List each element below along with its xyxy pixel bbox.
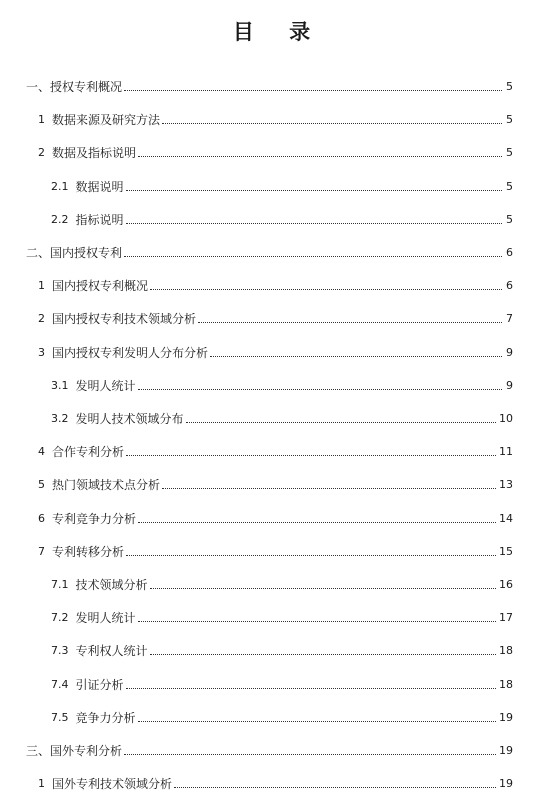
toc-entry-number: 2 bbox=[38, 146, 52, 160]
toc-entry-number: 一、 bbox=[26, 80, 51, 94]
toc-entry-title: 数据及指标说明 bbox=[52, 146, 137, 161]
toc-entry-title: 国内授权专利概况 bbox=[52, 279, 149, 294]
toc-entry-number: 2.1 bbox=[51, 179, 76, 193]
toc-entry-page-number: 14 bbox=[499, 511, 513, 525]
toc-entry[interactable] bbox=[51, 208, 513, 228]
toc-entry[interactable] bbox=[38, 440, 513, 460]
toc-entry-page-number: 6 bbox=[506, 246, 513, 259]
toc-entry[interactable] bbox=[51, 606, 513, 626]
toc-entry-title: 专利转移分析 bbox=[52, 544, 125, 559]
toc-entry-page-number: 19 bbox=[499, 744, 513, 757]
toc-entry-title: 竞争力分析 bbox=[75, 710, 136, 725]
toc-entry[interactable] bbox=[38, 507, 513, 527]
toc-entry-page-number: 18 bbox=[499, 677, 513, 691]
toc-dot-leader bbox=[126, 454, 496, 456]
toc-entry[interactable] bbox=[38, 141, 513, 161]
toc-entry-page-number: 5 bbox=[506, 179, 513, 193]
toc-entry-number: 二、 bbox=[26, 246, 51, 260]
toc-entry-page-number: 7 bbox=[506, 312, 513, 326]
toc-dot-leader bbox=[138, 388, 502, 390]
toc-entry-number: 三、 bbox=[26, 744, 51, 758]
toc-entry-number: 7.2 bbox=[51, 611, 76, 625]
toc-dot-leader bbox=[138, 720, 496, 722]
toc-dot-leader bbox=[210, 355, 502, 357]
toc-entry[interactable] bbox=[26, 75, 513, 95]
toc-entry-title: 技术领域分析 bbox=[75, 578, 148, 592]
toc-entry-number: 7.3 bbox=[51, 644, 76, 658]
toc-entry[interactable] bbox=[51, 374, 513, 394]
toc-entry-number: 3 bbox=[38, 345, 52, 359]
toc-entry[interactable] bbox=[38, 540, 513, 560]
toc-entry-number: 3.2 bbox=[51, 412, 76, 425]
toc-dot-leader bbox=[124, 255, 502, 257]
toc-entry-title: 指标说明 bbox=[75, 212, 124, 227]
toc-entry-page-number: 9 bbox=[506, 378, 513, 392]
toc-entry-title: 数据来源及研究方法 bbox=[52, 113, 161, 128]
page-title: 目 录 bbox=[232, 20, 325, 44]
toc-entry-page-number: 9 bbox=[506, 345, 513, 359]
toc-entry[interactable] bbox=[51, 706, 513, 726]
toc-entry-page-number: 16 bbox=[499, 578, 513, 591]
toc-entry-title: 国内授权专利发明人分布分析 bbox=[52, 345, 209, 360]
toc-entry-page-number: 10 bbox=[499, 412, 513, 425]
toc-dot-leader bbox=[126, 687, 496, 689]
toc-entry-page-number: 19 bbox=[499, 710, 513, 724]
toc-entry[interactable] bbox=[38, 108, 513, 128]
toc-dot-leader bbox=[186, 421, 496, 423]
toc-entry-title: 发明人统计 bbox=[75, 378, 136, 393]
toc-dot-leader bbox=[126, 189, 502, 191]
toc-dot-leader bbox=[150, 653, 496, 655]
toc-entry-number: 7.1 bbox=[51, 578, 76, 591]
toc-entry-page-number: 17 bbox=[499, 611, 513, 625]
toc-entry-title: 发明人统计 bbox=[75, 611, 136, 626]
toc-entry-title: 专利竞争力分析 bbox=[52, 511, 137, 526]
toc-dot-leader bbox=[138, 521, 496, 523]
toc-entry[interactable] bbox=[38, 307, 513, 327]
toc-dot-leader bbox=[162, 487, 496, 489]
toc-entry[interactable] bbox=[51, 673, 513, 693]
toc-dot-leader bbox=[124, 753, 496, 755]
toc-dot-leader bbox=[126, 222, 502, 224]
toc-dot-leader bbox=[138, 155, 502, 157]
toc-entry-page-number: 6 bbox=[506, 279, 513, 293]
toc-entry-page-number: 13 bbox=[499, 478, 513, 492]
toc-entry-page-number: 5 bbox=[506, 113, 513, 127]
toc-entry[interactable] bbox=[38, 274, 513, 294]
toc-dot-leader bbox=[162, 122, 502, 124]
toc-entry-number: 1 bbox=[38, 113, 52, 127]
toc-entry[interactable] bbox=[51, 407, 513, 427]
toc-entry-number: 4 bbox=[38, 445, 52, 459]
toc-entry-page-number: 15 bbox=[499, 544, 513, 558]
toc-entry-number: 5 bbox=[38, 478, 52, 492]
toc-entry-title: 引证分析 bbox=[75, 677, 124, 692]
toc-entry-page-number: 5 bbox=[506, 80, 513, 93]
toc-entry-number: 7.5 bbox=[51, 710, 76, 724]
toc-dot-leader bbox=[124, 89, 502, 91]
toc-entry-title: 专利权人统计 bbox=[75, 644, 148, 659]
toc-entry[interactable] bbox=[51, 175, 513, 195]
toc-entry[interactable] bbox=[51, 639, 513, 659]
toc-entry-title: 国内授权专利 bbox=[50, 246, 123, 260]
toc-entry-title: 国外专利分析 bbox=[50, 744, 123, 758]
toc-entry-title: 授权专利概况 bbox=[50, 80, 123, 94]
toc-entry-number: 2 bbox=[38, 312, 52, 326]
toc-entry-number: 2.2 bbox=[51, 212, 76, 226]
toc-dot-leader bbox=[126, 554, 496, 556]
toc-entry-number: 1 bbox=[38, 777, 52, 791]
toc-entry-page-number: 5 bbox=[506, 146, 513, 160]
toc-entry-page-number: 18 bbox=[499, 644, 513, 658]
toc-dot-leader bbox=[138, 620, 496, 622]
toc-entry[interactable] bbox=[38, 341, 513, 361]
toc-entry-title: 国外专利技术领域分析 bbox=[52, 777, 173, 792]
toc-entry-title: 发明人技术领域分布 bbox=[75, 412, 184, 426]
toc-entry-title: 国内授权专利技术领域分析 bbox=[52, 312, 197, 327]
toc-entry[interactable] bbox=[38, 473, 513, 493]
toc-entry-number: 1 bbox=[38, 279, 52, 293]
toc-entry[interactable] bbox=[38, 772, 513, 792]
toc-entry[interactable] bbox=[26, 241, 513, 261]
toc-entry-title: 数据说明 bbox=[75, 179, 124, 194]
toc-entry-number: 6 bbox=[38, 511, 52, 525]
toc-entry-number: 7 bbox=[38, 544, 52, 558]
toc-dot-leader bbox=[150, 288, 502, 290]
toc-dot-leader bbox=[150, 587, 496, 589]
toc-entry-page-number: 19 bbox=[499, 777, 513, 791]
toc-dot-leader bbox=[198, 321, 502, 323]
toc-entry-page-number: 11 bbox=[499, 445, 513, 459]
toc-dot-leader bbox=[174, 786, 496, 788]
toc-entry-page-number: 5 bbox=[506, 212, 513, 226]
toc-entry-number: 7.4 bbox=[51, 677, 76, 691]
toc-entry-title: 热门领域技术点分析 bbox=[52, 478, 161, 493]
toc-entry-number: 3.1 bbox=[51, 378, 76, 392]
toc-entry[interactable] bbox=[51, 573, 513, 593]
toc-entry-title: 合作专利分析 bbox=[52, 445, 125, 460]
toc-entry[interactable] bbox=[26, 739, 513, 759]
